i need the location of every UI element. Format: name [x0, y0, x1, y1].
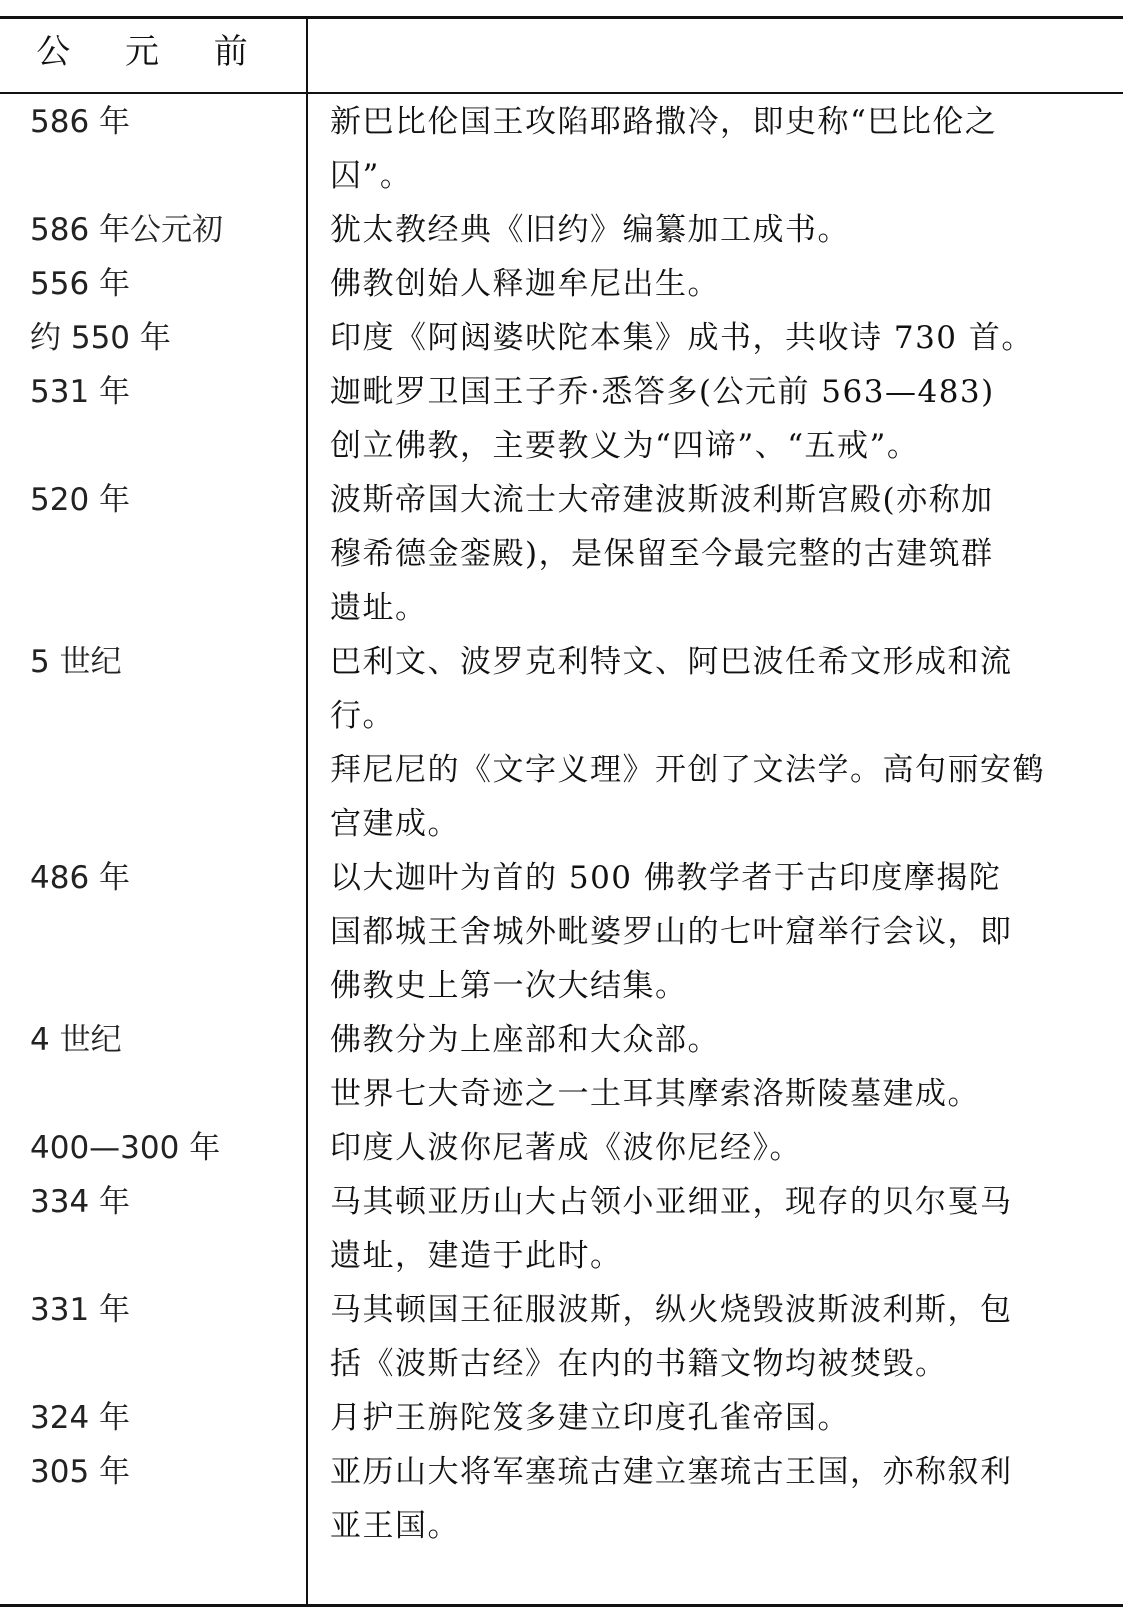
table-row [0, 1013, 1123, 1121]
date-cell: 586 年 [30, 104, 131, 140]
date-cell: 4 世纪 [30, 1022, 122, 1058]
date-cell: 331 年 [30, 1292, 131, 1328]
event-cell [306, 257, 1096, 311]
event-line: 印度《阿闼婆吠陀本集》成书，共收诗 730 首。 [330, 320, 1034, 356]
era-header: 公 元 前 [36, 32, 270, 72]
event-line: 月护王旃陀笈多建立印度孔雀帝国。 [330, 1400, 850, 1436]
event-cell [306, 1283, 1096, 1391]
event-line: 遗址。 [330, 590, 428, 626]
date-cell: 约 550 年 [30, 320, 171, 356]
chronology-table-body [0, 95, 1123, 1553]
event-cell [306, 1013, 1096, 1121]
date-cell: 586 年公元初 [30, 212, 224, 248]
event-line: 佛教创始人释迦牟尼出生。 [330, 266, 720, 302]
event-cell [306, 473, 1096, 635]
event-line: 新巴比伦国王攻陷耶路撒冷，即史称“巴比伦之 [330, 104, 998, 140]
table-row [0, 203, 1123, 257]
event-line: 囚”。 [330, 158, 413, 194]
event-cell [306, 203, 1096, 257]
event-cell [306, 1121, 1096, 1175]
event-line: 印度人波你尼著成《波你尼经》。 [330, 1130, 802, 1166]
event-cell [306, 95, 1096, 203]
event-line: 世界七大奇迹之一土耳其摩索洛斯陵墓建成。 [330, 1076, 980, 1112]
table-row [0, 1121, 1123, 1175]
date-cell: 324 年 [30, 1400, 131, 1436]
event-line: 以大迦叶为首的 500 佛教学者于古印度摩揭陀 [330, 860, 1002, 896]
table-row [0, 257, 1123, 311]
table-row [0, 1445, 1123, 1553]
table-row [0, 635, 1123, 851]
header-rule [0, 92, 1123, 94]
table-bottom-rule [0, 1604, 1123, 1607]
event-line: 迦毗罗卫国王子乔·悉答多(公元前 563—483) [330, 374, 995, 410]
event-line: 亚历山大将军塞琉古建立塞琉古王国，亦称叙利 [330, 1454, 1013, 1490]
event-cell [306, 365, 1096, 473]
event-line: 遗址，建造于此时。 [330, 1238, 623, 1274]
table-row [0, 473, 1123, 635]
date-cell: 400—300 年 [30, 1130, 221, 1166]
date-cell: 334 年 [30, 1184, 131, 1220]
event-cell [306, 635, 1096, 851]
event-line: 括《波斯古经》在内的书籍文物均被焚毁。 [330, 1346, 948, 1382]
event-line: 马其顿亚历山大占领小亚细亚，现存的贝尔戛马 [330, 1184, 1013, 1220]
event-line: 行。 [330, 698, 395, 734]
date-cell: 531 年 [30, 374, 131, 410]
event-line: 创立佛教，主要教义为“四谛”、“五戒”。 [330, 428, 920, 464]
event-line: 穆希德金銮殿)，是保留至今最完整的古建筑群 [330, 536, 994, 572]
event-line: 宫建成。 [330, 806, 460, 842]
date-cell: 486 年 [30, 860, 131, 896]
event-line: 佛教史上第一次大结集。 [330, 968, 688, 1004]
event-line: 佛教分为上座部和大众部。 [330, 1022, 720, 1058]
event-line: 犹太教经典《旧约》编纂加工成书。 [330, 212, 850, 248]
date-cell: 556 年 [30, 266, 131, 302]
date-cell: 5 世纪 [30, 644, 122, 680]
event-line: 亚王国。 [330, 1508, 460, 1544]
event-line: 波斯帝国大流士大帝建波斯波利斯宫殿(亦称加 [330, 482, 994, 518]
event-line: 国都城王舍城外毗婆罗山的七叶窟举行会议，即 [330, 914, 1013, 950]
table-top-rule [0, 16, 1123, 19]
table-row [0, 365, 1123, 473]
event-cell [306, 851, 1096, 1013]
date-cell: 305 年 [30, 1454, 131, 1490]
event-cell [306, 1391, 1096, 1445]
table-row [0, 1283, 1123, 1391]
table-row [0, 1175, 1123, 1283]
event-line: 马其顿国王征服波斯，纵火烧毁波斯波利斯，包 [330, 1292, 1013, 1328]
table-row [0, 851, 1123, 1013]
table-row [0, 311, 1123, 365]
event-cell [306, 311, 1096, 365]
event-cell [306, 1445, 1096, 1553]
date-cell: 520 年 [30, 482, 131, 518]
event-line: 巴利文、波罗克利特文、阿巴波任希文形成和流 [330, 644, 1013, 680]
event-line: 拜尼尼的《文字义理》开创了文法学。高句丽安鹤 [330, 752, 1045, 788]
event-cell [306, 1175, 1096, 1283]
table-row [0, 95, 1123, 203]
table-row [0, 1391, 1123, 1445]
